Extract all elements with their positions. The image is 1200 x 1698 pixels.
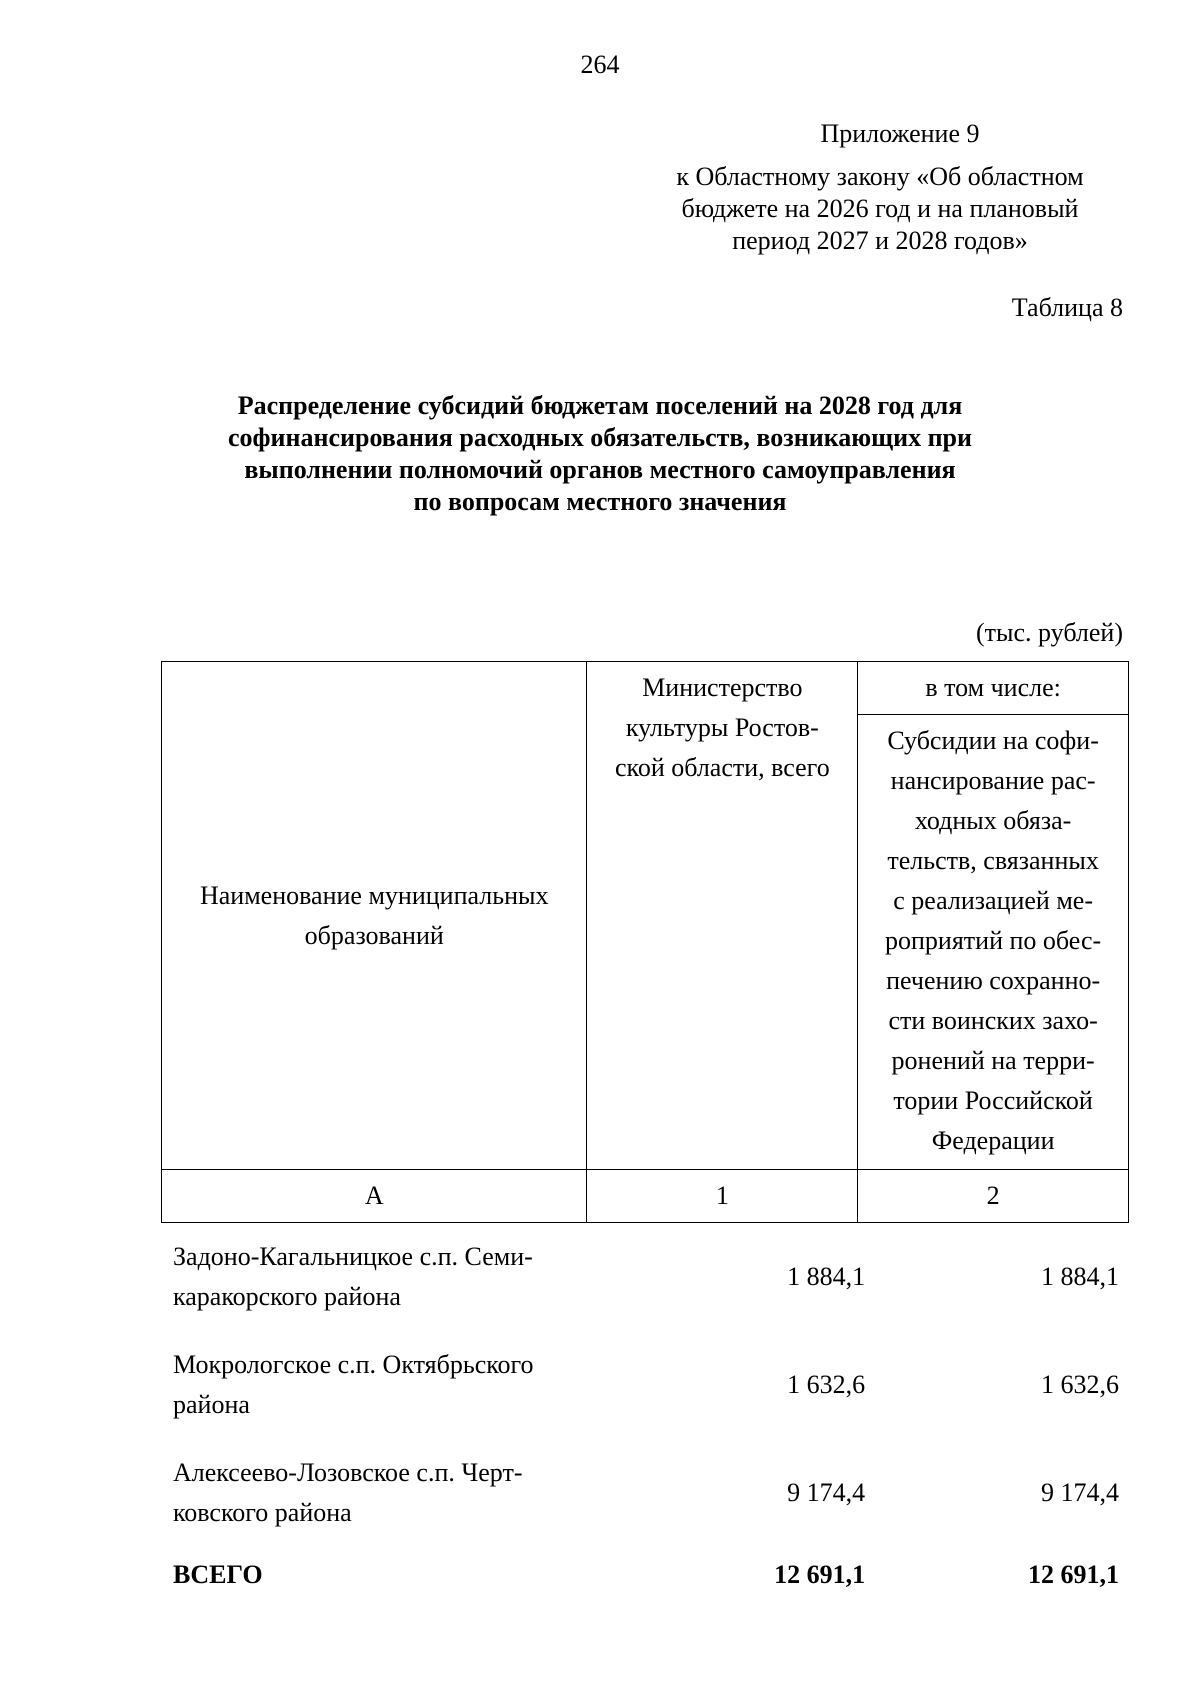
row-total-value: 1 632,6	[787, 1370, 866, 1399]
grand-total-subsidy-value: 12 691,1	[1028, 1560, 1119, 1589]
page-number: 264	[580, 50, 620, 79]
row-name-line: каракорского района	[173, 1282, 401, 1311]
header-text-line: ронений на терри-	[891, 1046, 1095, 1075]
row-total-value: 1 884,1	[787, 1262, 866, 1291]
document-title-line: софинансирования расходных обязательств, возникающих при	[228, 423, 972, 452]
row-total-value: 9 174,4	[787, 1478, 866, 1507]
header-text-line: Наименование муниципальных	[199, 880, 549, 910]
document-title-line: по вопросам местного значения	[413, 487, 787, 516]
table-row	[161, 1345, 1129, 1425]
appendix-subtitle	[620, 161, 1140, 257]
document-title	[180, 390, 1020, 518]
header-including: в том числе:	[858, 662, 1129, 715]
row-municipality-name	[161, 1453, 599, 1533]
header-text-line: нансирование рас-	[890, 766, 1096, 795]
row-subsidy-value: 1 884,1	[1041, 1262, 1119, 1291]
row-municipality-name	[161, 1237, 599, 1317]
row-municipality-name	[161, 1345, 599, 1425]
row-name-line: Алексеево-Лозовское с.п. Черт-	[173, 1458, 523, 1487]
appendix-subtitle-line: к Областному закону «Об областном	[676, 162, 1084, 191]
column-index-a: А	[162, 1170, 587, 1223]
header-subsidy-description	[858, 715, 1129, 1170]
header-text-line: печению сохранно-	[886, 966, 1101, 995]
units-label: (тыс. рублей)	[975, 618, 1123, 647]
table-number: Таблица 8	[1011, 293, 1123, 322]
row-name-line: Задоно-Кагальницкое с.п. Семи-	[173, 1242, 533, 1271]
row-subsidy-value: 9 174,4	[1041, 1478, 1119, 1507]
header-text-line: Субсидии на софи-	[887, 726, 1099, 755]
header-text-line: тельств, связанных	[887, 846, 1099, 875]
row-subsidy-value: 1 632,6	[1041, 1370, 1119, 1399]
header-text-line: культуры Ростов-	[625, 713, 819, 742]
total-label: ВСЕГО	[173, 1560, 263, 1589]
header-municipality-name	[162, 662, 587, 1170]
header-text-line: сти воинских захо-	[888, 1006, 1098, 1035]
header-ministry-total	[587, 662, 858, 1170]
header-text-line: с реализацией ме-	[893, 886, 1094, 915]
header-text-line: Федерации	[931, 1126, 1055, 1155]
header-text-line: ходных обяза-	[914, 806, 1072, 835]
document-title-line: Распределение субсидий бюджетам поселений на 2028 год для	[237, 391, 963, 420]
row-name-line: района	[173, 1390, 250, 1419]
table-row	[161, 1237, 1129, 1317]
appendix-subtitle-line: период 2027 и 2028 годов»	[732, 226, 1028, 255]
header-text-line: ской области, всего	[614, 753, 830, 782]
column-index-1: 1	[587, 1170, 858, 1223]
header-text-line: Министерство	[642, 673, 803, 702]
grand-total-value: 12 691,1	[774, 1560, 866, 1589]
row-name-line: Мокрологское с.п. Октябрьского	[173, 1350, 534, 1379]
header-text-line: роприятий по обес-	[885, 926, 1102, 955]
row-name-line: ковского района	[173, 1498, 352, 1527]
column-index-2: 2	[858, 1170, 1129, 1223]
document-title-line: выполнении полномочий органов местного самоуправления	[244, 455, 956, 484]
table-total-row	[161, 1555, 1129, 1595]
table-header	[161, 661, 1129, 1223]
appendix-subtitle-line: бюджете на 2026 год и на плановый	[681, 194, 1079, 223]
table-body	[161, 1237, 1129, 1623]
header-text-line: тории Российской	[893, 1086, 1093, 1115]
table-row	[161, 1453, 1129, 1533]
header-text-line: образований	[304, 920, 444, 950]
appendix-title: Приложение 9	[820, 119, 980, 148]
